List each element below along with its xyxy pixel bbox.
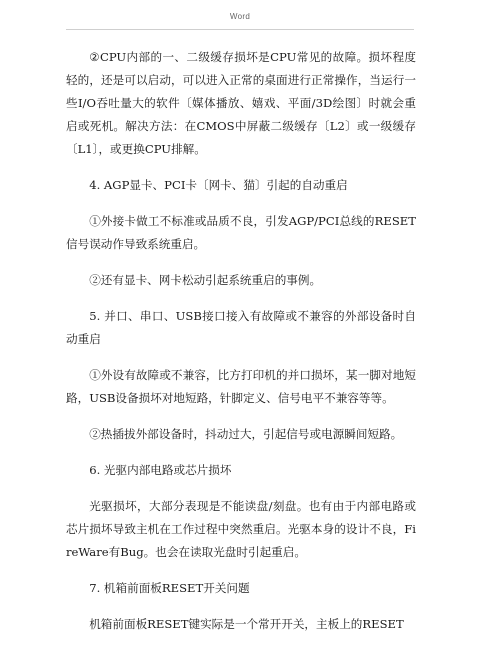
paragraph-card-quality: ①外接卡做工不标准或品质不良，引发AGP/PCI总线的RESET信号误动作导致系统重启。 — [66, 214, 416, 251]
paragraph-hot-plug: ②热插拔外部设备时，抖动过大，引起信号或电源瞬间短路。 — [89, 427, 403, 441]
document-header: Word — [229, 12, 251, 21]
paragraph-card-loose: ②还有显卡、网卡松动引起系统重启的事例。 — [89, 273, 322, 287]
heading-agp-pci-card: 4. AGP显卡、PCI卡〔网卡、猫〕引起的自动重启 — [89, 178, 348, 192]
paragraph-device-fault: ①外设有故障或不兼容，比方打印机的并口损坏，某一脚对地短路，USB设备损坏对地短路，针脚定义、信号电平不兼容等等。 — [66, 368, 416, 405]
document-body — [66, 46, 416, 636]
heading-port-devices: 5. 并口、串口、USB接口接入有故障或不兼容的外部设备时自动重启 — [66, 309, 416, 346]
heading-optical-drive: 6. 光驱内部电路或芯片损坏 — [89, 463, 232, 477]
paragraph-optical-drive: 光驱损坏，大部分表现是不能读盘/刻盘。也有由于内部电路或芯片损坏导致主机在工作过程中突然重启。光驱本身的设计不良，FireWare有Bug。也会在读取光盘时引起重启。 — [66, 499, 416, 559]
header-divider — [66, 29, 414, 30]
heading-reset-switch: 7. 机箱前面板RESET开关问题 — [89, 581, 250, 595]
paragraph-reset-switch: 机箱前面板RESET键实际是一个常开开关，主板上的RESET — [89, 617, 404, 631]
paragraph-cpu-cache: ②CPU内部的一、二级缓存损坏是CPU常见的故障。损坏程度轻的，还是可以启动，可以进入正常的桌面进行正常操作，当运行一些I/O吞吐量大的软件〔媒体播放、嬉戏、平面/3D绘图〕时就会重启或死机。解决方法：在CMOS中屏蔽二级缓存〔L2〕或一级缓存〔L1〕，或更换CPU排解。 — [66, 50, 416, 156]
